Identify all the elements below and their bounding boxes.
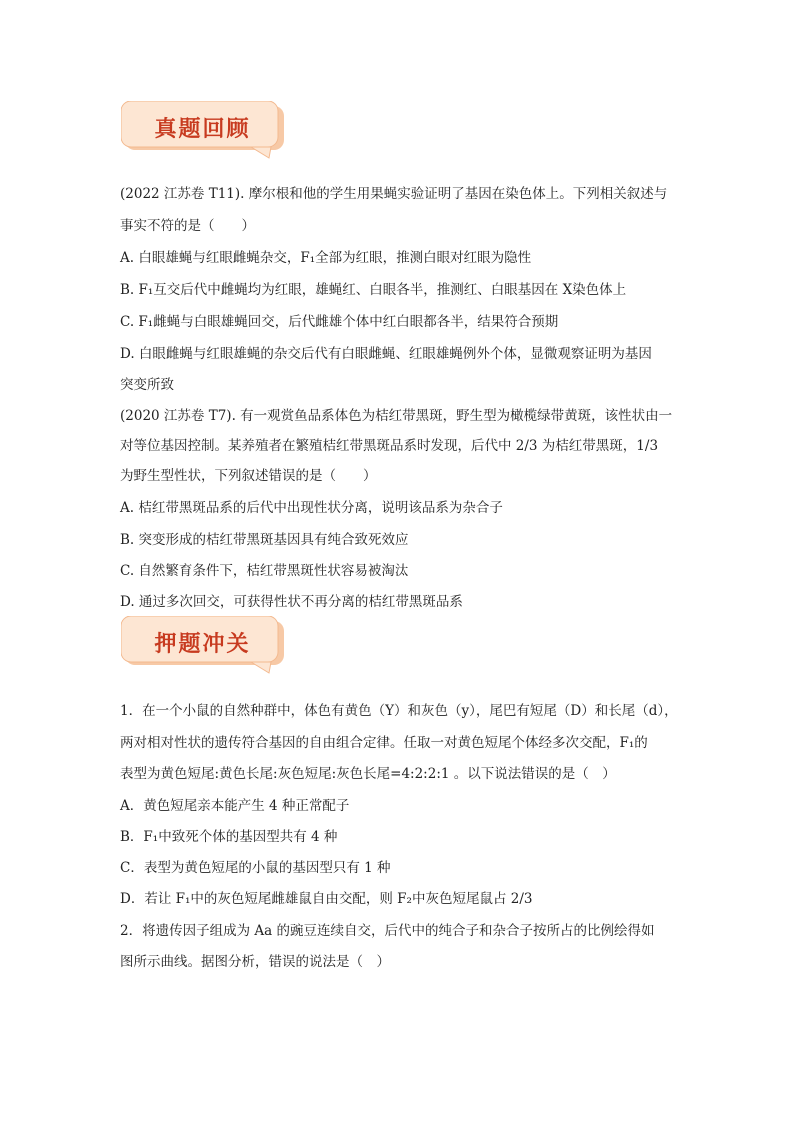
- section-title: 真题回顾: [154, 116, 251, 142]
- question-2020-stem-line3: 为野生型性状，下列叙述错误的是（ ）: [120, 468, 377, 484]
- practice-2-stem-line1: 2．将遗传因子组成为 Aa 的豌豆连续自交，后代中的纯合子和杂合子按所占的比例绘得如: [120, 923, 655, 939]
- question-2022-option-d-line1: D. 白眼雌蝇与红眼雄蝇的杂交后代有白眼雌蝇、红眼雄蝇例外个体，显微观察证明为基因: [120, 346, 652, 362]
- question-2022-stem-line2: 事实不符的是（ ）: [120, 218, 255, 234]
- question-2022-option-b: B. F₁互交后代中雌蝇均为红眼，雄蝇红、白眼各半，推测红、白眼基因在 X染色体上: [120, 282, 627, 298]
- practice-1-option-d: D．若让 F₁中的灰色短尾雌雄鼠自由交配，则 F₂中灰色短尾鼠占 2/3: [120, 891, 533, 907]
- section-banner-review: [121, 101, 284, 159]
- practice-1-option-c: C．表型为黄色短尾的小鼠的基因型只有 1 种: [120, 860, 391, 876]
- question-2020-option-d: D. 通过多次回交，可获得性状不再分离的桔红带黑斑品系: [120, 594, 463, 610]
- question-stem-text: 有一观赏鱼品系体色为桔红带黑斑，野生型为橄榄绿带黄斑，该性状由一: [240, 408, 673, 424]
- practice-1-stem-line1: 1．在一个小鼠的自然种群中，体色有黄色（Y）和灰色（y），尾巴有短尾（D）和长尾（d），: [120, 703, 678, 719]
- question-2020-stem-line2: 对等位基因控制。某养殖者在繁殖桔红带黑斑品系时发现，后代中 2/3 为桔红带黑斑，1/3: [120, 438, 659, 454]
- practice-1-option-a: A．黄色短尾亲本能产生 4 种正常配子: [120, 798, 350, 814]
- question-2022-option-a: A. 白眼雄蝇与红眼雌蝇杂交，F₁全部为红眼，推测白眼对红眼为隐性: [120, 250, 532, 266]
- practice-1-option-b: B．F₁中致死个体的基因型共有 4 种: [120, 829, 338, 845]
- section-title: 押题冲关: [154, 631, 251, 657]
- practice-1-stem-line2: 两对相对性状的遗传符合基因的自由组合定律。任取一对黄色短尾个体经多次交配，F₁的: [120, 735, 648, 751]
- question-source: (2022 江苏卷 T11).: [120, 186, 245, 202]
- practice-2-stem-line2: 图所示曲线。据图分析，错误的说法是（ ）: [120, 954, 390, 970]
- practice-1-stem-line3: 表型为黄色短尾:黄色长尾:灰色短尾:灰色长尾=4:2:2:1 。以下说法错误的是（ ）: [120, 766, 616, 782]
- question-2020-option-b: B. 突变形成的桔红带黑斑基因具有纯合致死效应: [120, 532, 409, 548]
- question-stem-text: 摩尔根和他的学生用果蝇实验证明了基因在染色体上。下列相关叙述与: [248, 186, 668, 202]
- question-2020-option-c: C. 自然繁育条件下，桔红带黑斑性状容易被淘汰: [120, 563, 409, 579]
- question-2020-option-a: A. 桔红带黑斑品系的后代中出现性状分离，说明该品系为杂合子: [120, 500, 503, 516]
- question-source: (2020 江苏卷 T7).: [120, 408, 236, 424]
- question-2020-stem-line1: [120, 406, 672, 426]
- question-2022-option-c: C. F₁雌蝇与白眼雄蝇回交，后代雌雄个体中红白眼都各半，结果符合预期: [120, 314, 559, 330]
- section-banner-exam: [121, 616, 284, 674]
- question-2022-stem-line1: [120, 184, 667, 204]
- question-2022-option-d-line2: 突变所致: [120, 377, 174, 393]
